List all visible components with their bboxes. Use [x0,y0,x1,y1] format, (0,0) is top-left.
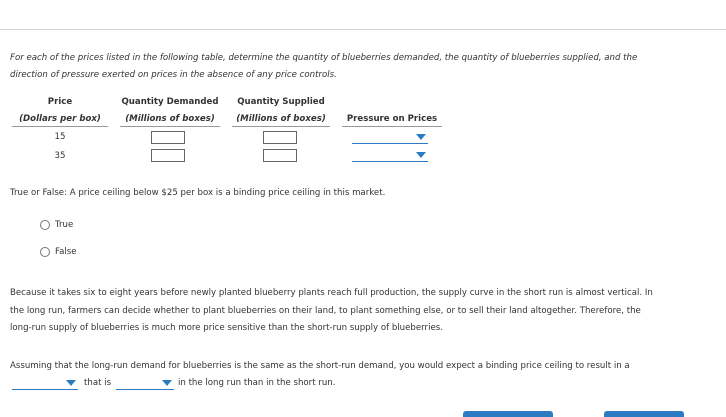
magnitude-dropdown[interactable] [116,376,174,390]
quantity-supplied-input[interactable] [263,131,297,144]
price-cell: 35 [54,151,66,161]
next-button[interactable] [604,411,684,417]
explanation-line-3: long-run supply of blueberries is much more price sensitive than the short-run supply of blueberries. [10,323,443,333]
price-header-underline [12,126,108,127]
price-header-title: Price [47,97,73,107]
quantity-demanded-input[interactable] [151,131,185,144]
dropdown-arrow-icon [416,152,426,158]
final-question-line-1: Assuming that the long-run demand for blueberries is the same as the short-run demand, you would expect a binding price ceiling to result in a [10,361,630,371]
result-dropdown[interactable] [12,376,78,390]
qd-header-unit: (Millions of boxes) [125,114,215,124]
dropdown-arrow-icon [66,380,76,386]
pressure-header-underline [342,126,442,127]
quantity-supplied-input[interactable] [263,149,297,162]
top-divider [0,29,726,30]
pressure-dropdown[interactable] [352,130,428,144]
qs-header-underline [232,126,330,127]
grade-button[interactable] [463,411,553,417]
final-ending-text: in the long run than in the short run. [178,378,336,388]
radio-button-true[interactable] [40,220,50,230]
explanation-line-1: Because it takes six to eight years before newly planted blueberry plants reach full production, the supply curve in the short run is almost vertical. In [10,288,653,298]
qd-header-title: Quantity Demanded [121,97,219,107]
explanation-line-2: the long run, farmers can decide whether to plant blueberries on their land, to plant something else, or to sell their land altogether. Therefore, the [10,306,641,316]
dropdown-arrow-icon [416,134,426,140]
final-connector-text: that is [84,378,112,388]
qs-header-title: Quantity Supplied [237,97,325,107]
intro-line-1: For each of the prices listed in the following table, determine the quantity of blueberries demanded, the quantity of blueberries supplied, and the [10,53,638,63]
price-cell: 15 [54,132,66,142]
price-header-unit: (Dollars per box) [19,114,101,124]
intro-line-2: direction of pressure exerted on prices in the absence of any price controls. [10,70,337,80]
qs-header-unit: (Millions of boxes) [236,114,326,124]
pressure-header-title: Pressure on Prices [346,114,438,124]
radio-button-false[interactable] [40,247,50,257]
radio-label-false: False [55,247,77,257]
true-false-question: True or False: A price ceiling below $25 per box is a binding price ceiling in this market. [10,188,386,198]
dropdown-arrow-icon [162,380,172,386]
radio-label-true: True [55,220,74,230]
qd-header-underline [120,126,220,127]
pressure-dropdown[interactable] [352,148,428,162]
quantity-demanded-input[interactable] [151,149,185,162]
